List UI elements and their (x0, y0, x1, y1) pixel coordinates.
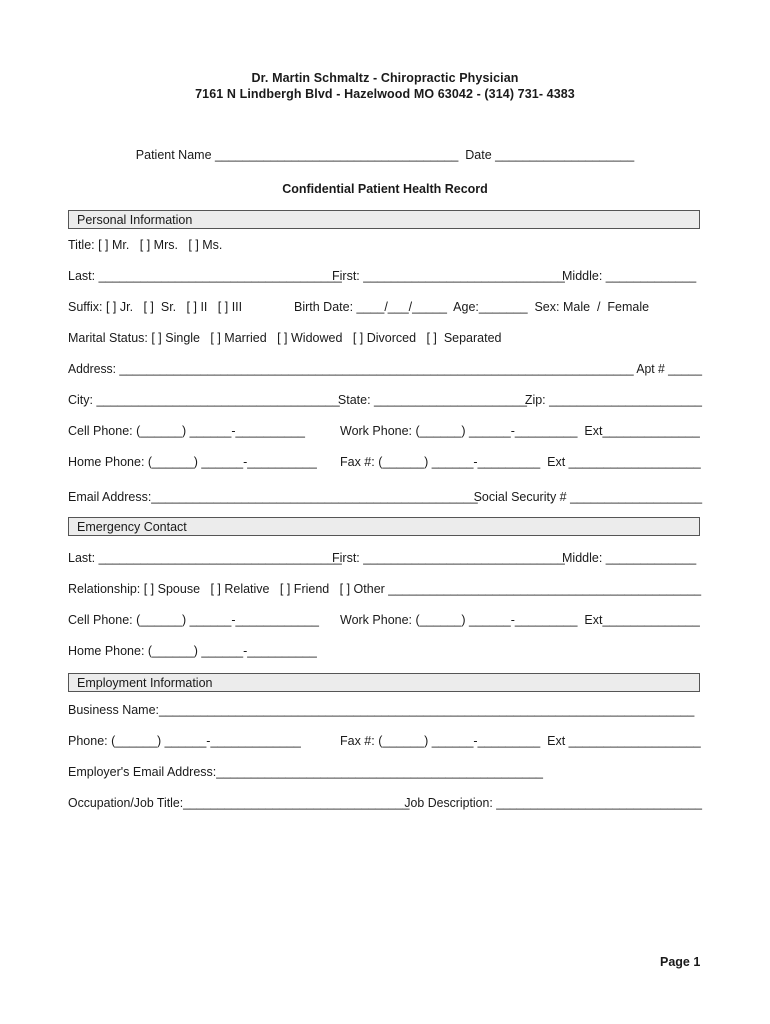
business-name-field[interactable]: Business Name:_____________________________________________________________________________ (68, 703, 695, 717)
zip-field[interactable]: Zip: ______________________ (524, 393, 703, 407)
patient-name-date-field[interactable]: Patient Name ___________________________________ Date ____________________ (135, 148, 635, 162)
section-heading: Personal Information (77, 213, 193, 227)
work-phone-field[interactable]: Work Phone: (______) ______-_________ Ext______________ (340, 424, 700, 438)
header-physician: Dr. Martin Schmaltz - Chiropractic Physician (251, 71, 519, 85)
occupation-field[interactable]: Occupation/Job Title:_________________________________ (68, 796, 410, 810)
emergency-cell-phone-field[interactable]: Cell Phone: (______) ______-____________ (68, 613, 319, 627)
home-phone-field[interactable]: Home Phone: (______) ______-__________ (68, 455, 317, 469)
row-home-fax (68, 455, 702, 471)
marital-status-checkboxes[interactable]: Marital Status: [ ] Single [ ] Married [ ] Widowed [ ] Divorced [ ] Separated (68, 331, 502, 345)
section-heading: Employment Information (77, 676, 213, 690)
emergency-home-phone-field[interactable]: Home Phone: (______) ______-__________ (68, 644, 317, 658)
address-field[interactable]: Address: ____________________________________________________________________________ Apt # _____ (68, 362, 702, 376)
job-description-field[interactable]: Job Description: ______________________________ (404, 796, 702, 810)
last-name-field[interactable]: Last: ___________________________________ (68, 269, 342, 283)
ssn-field[interactable]: Social Security # ___________________ (473, 490, 703, 504)
section-personal-information (68, 210, 700, 229)
section-heading: Emergency Contact (77, 520, 187, 534)
cell-phone-field[interactable]: Cell Phone: (______) ______-__________ (68, 424, 305, 438)
section-emergency-contact (68, 517, 700, 536)
row-occupation (68, 796, 702, 812)
employer-email-field[interactable]: Employer's Email Address:_______________________________________________ (68, 765, 544, 779)
row-phones (68, 424, 702, 440)
header-address: 7161 N Lindbergh Blvd - Hazelwood MO 63042 - (314) 731- 4383 (195, 87, 575, 101)
city-field[interactable]: City: ___________________________________ (68, 393, 340, 407)
emergency-work-phone-field[interactable]: Work Phone: (______) ______-_________ Ext______________ (340, 613, 700, 627)
employer-fax-field[interactable]: Fax #: (______) ______-_________ Ext ___________________ (340, 734, 701, 748)
row-employer-email (68, 765, 702, 781)
row-title (68, 238, 702, 254)
form-title: Confidential Patient Health Record (282, 182, 488, 196)
fax-field[interactable]: Fax #: (______) ______-_________ Ext ___________________ (340, 455, 701, 469)
row-email (68, 490, 701, 506)
birth-age-sex-fields[interactable]: Birth Date: ____/___/_____ Age:_______ Sex: Male / Female (294, 300, 650, 314)
row-address (68, 362, 702, 378)
section-employment-information (68, 673, 700, 692)
middle-name-field[interactable]: Middle: _____________ (562, 269, 697, 283)
emergency-first-name-field[interactable]: First: _____________________________ (332, 551, 565, 565)
row-emergency-phones (68, 613, 702, 629)
row-relationship (68, 582, 702, 598)
row-emergency-home (68, 644, 702, 660)
title-checkboxes[interactable]: Title: [ ] Mr. [ ] Mrs. [ ] Ms. (68, 238, 223, 252)
relationship-checkboxes[interactable]: Relationship: [ ] Spouse [ ] Relative [ ] Friend [ ] Other _____________________________________________ (68, 582, 702, 596)
email-field[interactable]: Email Address:_______________________________________________ (68, 490, 478, 504)
row-business (68, 703, 702, 719)
state-field[interactable]: State: ______________________ (337, 393, 527, 407)
row-name (68, 269, 702, 285)
row-city (68, 393, 702, 409)
first-name-field[interactable]: First: _____________________________ (332, 269, 565, 283)
emergency-middle-name-field[interactable]: Middle: _____________ (562, 551, 697, 565)
row-employer-phone (68, 734, 702, 750)
emergency-last-name-field[interactable]: Last: ___________________________________ (68, 551, 342, 565)
row-emergency-name (68, 551, 702, 567)
row-marital (68, 331, 702, 347)
suffix-checkboxes[interactable]: Suffix: [ ] Jr. [ ] Sr. [ ] II [ ] III (68, 300, 243, 314)
row-suffix (68, 300, 702, 316)
page-number: Page 1 (660, 955, 701, 969)
employer-phone-field[interactable]: Phone: (______) ______-_____________ (68, 734, 301, 748)
